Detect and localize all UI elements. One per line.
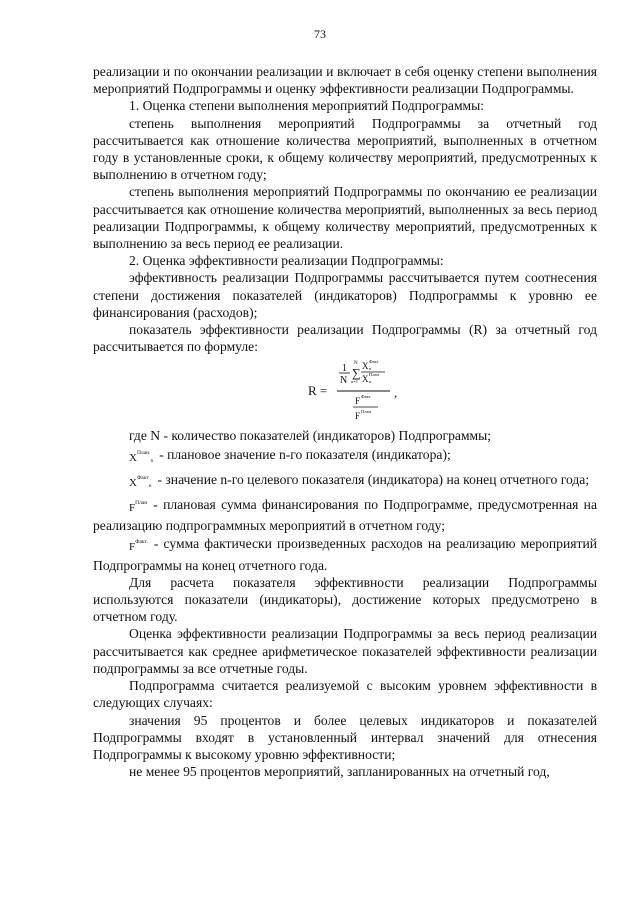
definition-f-fact: $F^{Факт.}$ - сумма фактически произведенных расходов на реализацию мероприятий Подпрограммы на конец отчетного года. [93,536,597,573]
definition-n: где N - количество показателей (индикаторов) Подпрограммы; [129,428,492,444]
definition-f-plan: $F^{План}$ - плановая сумма финансирования по Подпрограмме, предусмотренная на реализацию подпрограммных мероприятий в отчетном году; [93,497,597,534]
paragraph: Для расчета показателя эффективности реализации Подпрограммы используются показатели (индикаторы), достижение которых предусмотрено в отчетном году. [93,574,597,625]
symbol-f-fact: $F^{Факт.}$ [129,539,148,554]
paragraph: Подпрограмма считается реализуемой с высоким уровнем эффективности в следующих случаях: [93,678,597,711]
formula-one: 1 [342,363,347,375]
paragraph: реализации и по окончании реализации и включает в себя оценку степени выполнения мероприятий Подпрограммы и оценку эффективности реализации Подпрограммы. [93,64,597,97]
definition-x-plan: $X^{План.}_n$ - плановое значение n-го показателя (индикатора); [93,445,597,470]
formula-sum-sign: ∑ [352,366,361,381]
formula-x-bottom: X [362,374,369,385]
formula-x-bottom-sub: n [369,379,372,385]
formula-f-bottom-sup: План [361,409,371,415]
formula-f-top-sup: Факт [361,394,371,400]
formula-f-top: F [355,396,361,407]
symbol-f-plan: $F^{План}$ [129,500,148,515]
formula-comma: , [394,385,398,401]
paragraph: Оценка эффективности реализации Подпрограммы за весь период реализации рассчитывается как среднее арифметическое показателей эффективности реализации подпрограммы за все отчетные годы. [93,626,597,676]
paragraph: значения 95 процентов и более целевых индикаторов и показателей Подпрограммы входят в установленный интервал значений для отнесения Подпрограммы к высокому уровню эффективности; [93,712,597,762]
paragraph: 2. Оценка эффективности реализации Подпрограммы: [129,253,444,269]
formula-x-top-sub: n [369,366,372,372]
formula-x-bottom-sup: План [369,372,379,378]
paragraph: степень выполнения мероприятий Подпрограммы по окончанию ее реализации рассчитывается как отношение количества мероприятий, выполненных за весь период реализации Подпрограммы, к общему количеству мероприятий, предусмотренных к выполнению за весь период ее реализации. [93,184,597,252]
formula-n: N [340,375,348,387]
formula-graphic [308,355,438,427]
formula [93,355,597,427]
formula-sum-top: N [354,361,358,367]
formula-lhs: R = [308,383,328,399]
paragraph: эффективность реализации Подпрограммы рассчитывается путем соотнесения степени достижения показателей (индикаторов) Подпрограммы к уровню ее финансирования (расходов); [93,270,597,320]
formula-x-top-sup: Факт [369,359,379,365]
symbol-x-fact: $X^{Факт}_n$ [129,474,152,489]
formula-f-bottom: F [355,411,361,422]
formula-x-top: X [362,361,369,372]
paragraph: не менее 95 процентов мероприятий, запланированных на отчетный год, [129,764,550,780]
symbol-x-plan: $X^{План.}_n$ [129,449,154,464]
paragraph: 1. Оценка степени выполнения мероприятий Подпрограммы: [129,98,485,114]
document-body [93,63,597,780]
paragraph: показатель эффективности реализации Подпрограммы (R) за отчетный год рассчитывается по формуле: [93,322,597,355]
paragraph: степень выполнения мероприятий Подпрограммы за отчетный год рассчитывается как отношение количества мероприятий, выполненных в отчетном году в установленные сроки, к общему количеству мероприятий, предусмотренных к выполнению в отчетном году; [93,115,597,183]
definition-x-fact: $X^{Факт}_n$ - значение n-го целевого показателя (индикатора) на конец отчетного года; [93,470,597,495]
formula-sum-bottom: n=1 [351,379,359,385]
page-number: 73 [314,27,326,41]
